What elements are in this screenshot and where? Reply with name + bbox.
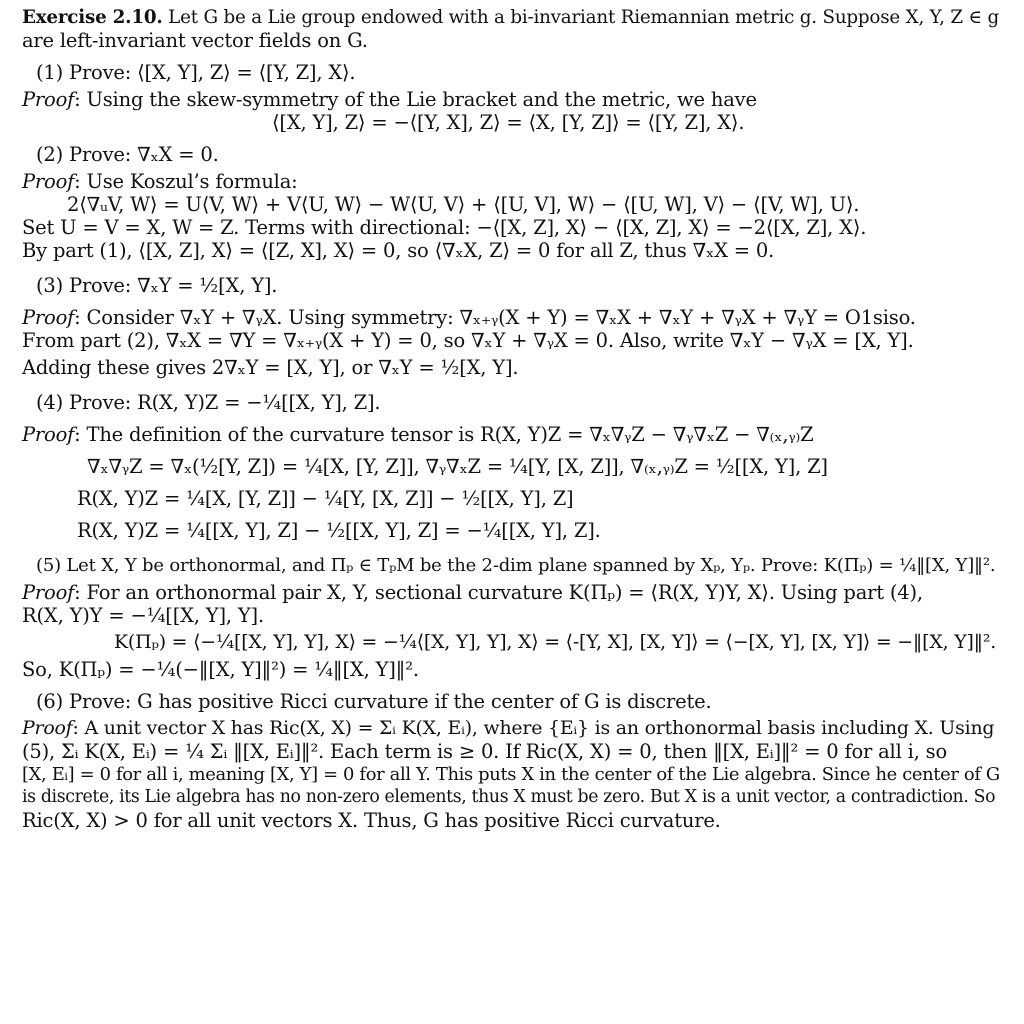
proof-1-intro	[22, 88, 1006, 111]
proof-2-intro	[22, 170, 1006, 193]
part-4-statement: (4) Prove: R(X, Y)Z = −¼[[X, Y], Z].	[36, 391, 381, 414]
proof-6-line-1: (5), Σᵢ K(X, Eᵢ) = ¼ Σᵢ ‖[X, Eᵢ]‖². Each term is ≥ 0. If Ric(X, X) = 0, then ‖[X, Eᵢ]‖² = 0 for all i, so	[22, 740, 947, 763]
proof-text: : Using the skew-symmetry of the Lie bracket and the metric, we have	[74, 88, 757, 111]
proof-6-line-2: [X, Eᵢ] = 0 for all i, meaning [X, Y] = 0 for all Y. This puts X in the center of the Lie algebra. Since he center of G	[22, 764, 1000, 785]
proof-label: Proof	[22, 170, 75, 193]
proof-4-intro	[22, 423, 1006, 446]
curvature-terms: ∇ₓ∇ᵧZ = ∇ₓ(½[Y, Z]) = ¼[X, [Y, Z]], ∇ᵧ∇ₓZ = ¼[Y, [X, Z]], ∇₍ₓ,ᵧ₎Z = ½[[X, Y], Z]	[87, 455, 828, 478]
proof-label: Proof	[22, 88, 75, 111]
exercise-heading-line	[22, 6, 1006, 29]
sectional-curvature-equation: K(Πₚ) = ⟨−¼[[X, Y], Y], X⟩ = −¼⟨[X, Y], Y], X⟩ = ⟨-[Y, X], [X, Y]⟩ = ⟨−[X, Y], [X, Y]⟩ = −‖[X, Y]‖².	[114, 631, 997, 653]
part-2-statement: (2) Prove: ∇ₓX = 0.	[36, 143, 219, 166]
proof-label: Proof	[22, 581, 75, 604]
proof-text: : Consider ∇ₓY + ∇ᵧX. Using symmetry: ∇ₓ₊ᵧ(X + Y) = ∇ₓX + ∇ₓY + ∇ᵧX + ∇ᵧY = O1siso.	[74, 306, 916, 329]
proof-5-line-1: R(X, Y)Y = −¼[[X, Y], Y].	[22, 604, 264, 627]
curvature-result: R(X, Y)Z = ¼[[X, Y], Z] − ½[[X, Y], Z] = −¼[[X, Y], Z].	[77, 519, 601, 542]
proof-1-equation: ⟨[X, Y], Z⟩ = −⟨[Y, X], Z⟩ = ⟨X, [Y, Z]⟩ = ⟨[Y, Z], X⟩.	[272, 111, 745, 134]
part-3-statement: (3) Prove: ∇ₓY = ½[X, Y].	[36, 274, 278, 297]
proof-label: Proof	[22, 717, 73, 739]
proof-2-line-1: Set U = V = X, W = Z. Terms with directional: −⟨[X, Z], X⟩ − ⟨[X, Z], X⟩ = −2⟨[X, Z], X⟩.	[22, 216, 867, 239]
proof-label: Proof	[22, 306, 75, 329]
part-1-statement: (1) Prove: ⟨[X, Y], Z⟩ = ⟨[Y, Z], X⟩.	[36, 61, 356, 84]
koszul-formula: 2⟨∇ᵤV, W⟩ = U⟨V, W⟩ + V⟨U, W⟩ − W⟨U, V⟩ + ⟨[U, V], W⟩ − ⟨[U, W], V⟩ − ⟨[V, W], U⟩.	[67, 193, 860, 216]
exercise-label: Exercise 2.10.	[22, 7, 163, 28]
exercise-statement: Let G be a Lie group endowed with a bi-invariant Riemannian metric g. Suppose X, Y, Z ∈ g	[162, 7, 999, 28]
proof-5-intro	[22, 581, 1006, 604]
part-5-statement: (5) Let X, Y be orthonormal, and Πₚ ∈ TₚM be the 2-dim plane spanned by Xₚ, Yₚ. Prove: K(Πₚ) = ¼‖[X, Y]‖².	[36, 555, 996, 576]
proof-5-conclusion: So, K(Πₚ) = −¼(−‖[X, Y]‖²) = ¼‖[X, Y]‖².	[22, 658, 419, 681]
proof-6-line-4: Ric(X, X) > 0 for all unit vectors X. Thus, G has positive Ricci curvature.	[22, 809, 721, 832]
curvature-expansion: R(X, Y)Z = ¼[X, [Y, Z]] − ¼[Y, [X, Z]] − ½[[X, Y], Z]	[77, 487, 574, 510]
proof-text: : Use Koszul’s formula:	[74, 170, 298, 193]
proof-2-line-2: By part (1), ⟨[X, Z], X⟩ = ⟨[Z, X], X⟩ = 0, so ⟨∇ₓX, Z⟩ = 0 for all Z, thus ∇ₓX = 0.	[22, 239, 775, 262]
proof-6-intro	[22, 717, 1006, 740]
proof-3-line-2: Adding these gives 2∇ₓY = [X, Y], or ∇ₓY = ½[X, Y].	[22, 356, 519, 379]
proof-text: : A unit vector X has Ric(X, X) = Σᵢ K(X, Eᵢ), where {Eᵢ} is an orthonormal basis including X. Using	[72, 717, 995, 739]
proof-3-line-1: From part (2), ∇ₓX = ∇Y = ∇ₓ₊ᵧ(X + Y) = 0, so ∇ₓY + ∇ᵧX = 0. Also, write ∇ₓY − ∇ᵧX = [X, Y].	[22, 329, 914, 352]
exercise-page	[22, 6, 1006, 832]
proof-text: : For an orthonormal pair X, Y, sectional curvature K(Πₚ) = ⟨R(X, Y)Y, X⟩. Using part (4),	[74, 581, 923, 604]
proof-3-intro	[22, 306, 1006, 329]
proof-label: Proof	[22, 423, 75, 446]
proof-text: : The definition of the curvature tensor is R(X, Y)Z = ∇ₓ∇ᵧZ − ∇ᵧ∇ₓZ − ∇₍ₓ,ᵧ₎Z	[74, 423, 814, 446]
proof-6-line-3: is discrete, its Lie algebra has no non-zero elements, thus X must be zero. But X is a unit vector, a contradiction. So	[22, 787, 996, 807]
part-6-statement: (6) Prove: G has positive Ricci curvature if the center of G is discrete.	[36, 690, 712, 713]
exercise-statement-cont: are left-invariant vector fields on G.	[22, 29, 368, 52]
